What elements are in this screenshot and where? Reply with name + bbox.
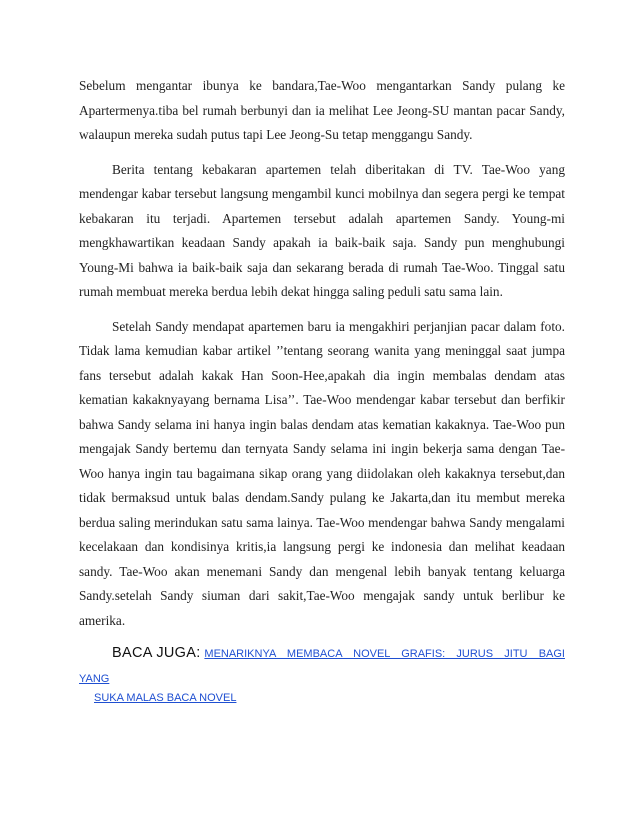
paragraph-1: Sebelum mengantar ibunya ke bandara,Tae-Woo mengantarkan Sandy pulang ke Apartermenya.tiba bel rumah berbunyi dan ia melihat Lee Jeong-SU mantan pacar Sandy, walaupun mereka sudah putus tapi Lee Jeong-Su tetap menggangu Sandy. xyxy=(79,78,565,142)
baca-juga-link-continued[interactable]: SUKA MALAS BACA NOVEL xyxy=(94,692,237,704)
baca-juga-link[interactable]: MENARIKNYA MEMBACA NOVEL GRAFIS: JURUS JITU BAGI YANG xyxy=(79,648,565,685)
baca-juga-block xyxy=(79,641,565,707)
document-page xyxy=(79,74,565,707)
paragraph-3: Setelah Sandy mendapat apartemen baru ia mengakhiri perjanjian pacar dalam foto. Tidak lama kemudian kabar artikel ’’tentang seorang wanita yang meninggal saat jumpa fans tersebut adalah kakak Han Soon-Hee,apakah dia ingin membalas dendam atas kematian kakaknyayang bernama Lisa’’. Tae-Woo mendengar kabar tersebut dan berfikir bahwa Sandy selama ini hanya ingin balas dendam atas kematian kakaknya. Tae-Woo pun mengajak Sandy bertemu dan ternyata Sandy selama ini ingin bekerja sama dengan Tae-Woo hanya ingin tau bagaimana sikap orang yang diidolakan oleh kakaknya tersebut,dan tidak bermaksud untuk balas dendam.Sandy pulang ke Jakarta,dan itu membut mereka berdua saling merindukan satu sama lainya. Tae-Woo mendengar bahwa Sandy mengalami kecelakaan dan kondisinya kritis,ia langsung pergi ke indonesia dan melihat keadaan sandy. Tae-Woo akan menemani Sandy dan mengenal lebih banyak tentang keluarga Sandy.setelah Sandy siuman dari sakit,Tae-Woo mengajak sandy untuk berlibur ke amerika. xyxy=(79,318,565,628)
baca-juga-label: BACA JUGA: xyxy=(112,645,201,661)
paragraph-2: Berita tentang kebakaran apartemen telah diberitakan di TV. Tae-Woo yang mendengar kabar tersebut langsung mengambil kunci mobilnya dan segera pergi ke tempat kebakaran itu terjadi. Apartemen tersebut adalah apartemen Sandy. Young-mi mengkhawartikan keadaan Sandy apakah ia baik-baik saja. Sandy pun menghubungi Young-Mi bahwa ia baik-baik saja dan sekarang berada di rumah Tae-Woo. Tinggal satu rumah membuat mereka berdua lebih dekat hingga saling peduli satu sama lain. xyxy=(79,161,565,299)
